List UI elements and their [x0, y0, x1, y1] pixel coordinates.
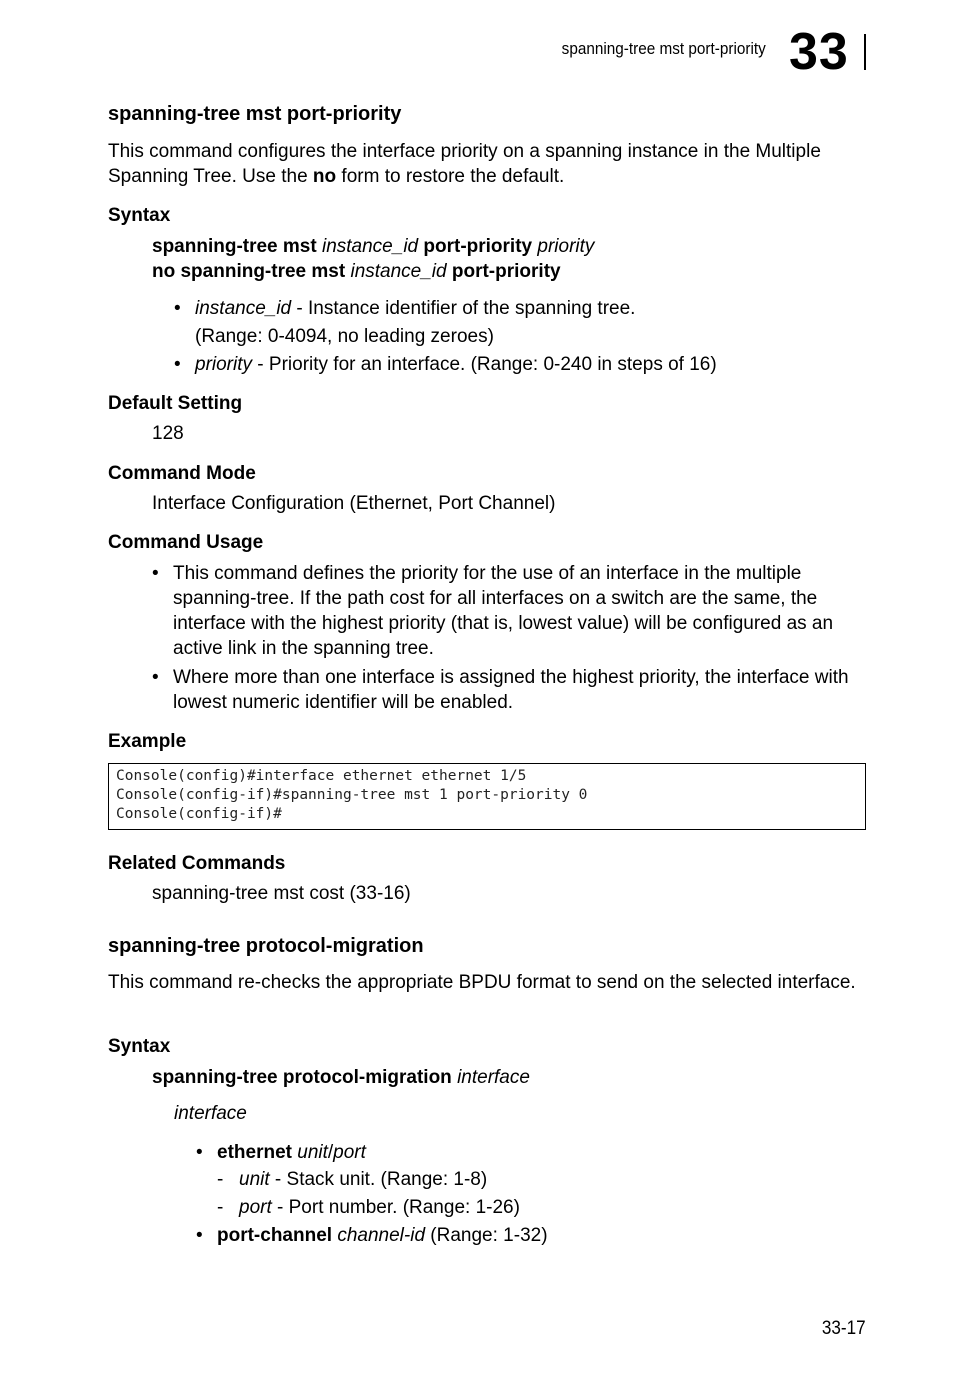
code-example — [108, 763, 866, 830]
sub-parameter-item: - unit - Stack unit. (Range: 1-8) — [217, 1166, 717, 1194]
mode-value: Interface Configuration (Ethernet, Port Channel) — [152, 493, 556, 514]
dash-icon: - — [217, 1197, 224, 1218]
section-title: spanning-tree mst port-priority — [108, 103, 402, 125]
parameter-item: • ethernet unit/port — [196, 1139, 696, 1167]
parameter-item: • instance_id - Instance identifier of the spanning tree. — [174, 295, 874, 323]
usage-heading: Command Usage — [108, 532, 264, 553]
bullet-icon: • — [174, 354, 181, 375]
syntax-heading: Syntax — [108, 1036, 171, 1057]
parameter-item: • port-channel channel-id (Range: 1-32) — [196, 1222, 696, 1250]
syntax-line: no spanning-tree mst instance_id port-priority — [152, 261, 561, 282]
usage-item: • This command defines the priority for the use of an interface in the multiple spanning-tree. If the path cost for all interfaces on a switch are the same, the interface with the highest priority (that is, lowest value) will be configured as an active link in the spanning tree. — [152, 563, 834, 659]
parameter-item: • priority - Priority for an interface. (Range: 0-240 in steps of 16) — [174, 351, 874, 379]
usage-item: • Where more than one interface is assigned the highest priority, the interface with lowest numeric identifier will be enabled. — [152, 667, 849, 713]
section-description: This command re-checks the appropriate BPDU format to send on the selected interface. — [108, 972, 856, 993]
example-heading: Example — [108, 731, 187, 752]
section-title: spanning-tree protocol-migration — [108, 935, 424, 957]
dash-icon: - — [217, 1169, 224, 1190]
syntax-line: spanning-tree protocol-migration interface — [152, 1067, 530, 1088]
running-header: spanning-tree mst port-priority — [561, 39, 766, 58]
chapter-divider — [864, 34, 866, 70]
default-heading: Default Setting — [108, 393, 243, 414]
code-line: Console(config-if)# — [116, 806, 282, 822]
bullet-icon: • — [152, 563, 159, 584]
mode-heading: Command Mode — [108, 463, 256, 484]
code-line: Console(config)#interface ethernet ethernet 1/5 — [116, 768, 527, 784]
code-line: Console(config-if)#spanning-tree mst 1 port-priority 0 — [116, 787, 588, 803]
page-number: 33-17 — [822, 1318, 866, 1339]
bullet-icon: • — [196, 1142, 203, 1163]
sub-parameter-item: - port - Port number. (Range: 1-26) — [217, 1194, 717, 1222]
default-value: 128 — [152, 423, 184, 444]
chapter-number: 33 — [789, 23, 849, 81]
bullet-icon: • — [152, 667, 159, 688]
parameter-range: (Range: 0-4094, no leading zeroes) — [195, 326, 494, 347]
syntax-heading: Syntax — [108, 205, 171, 226]
bullet-icon: • — [196, 1225, 203, 1246]
parameter-label: interface — [174, 1103, 247, 1124]
section-description: This command configures the interface priority on a spanning instance in the Multiple Spanning Tree. Use the no form to restore the default. — [108, 141, 821, 187]
syntax-line: spanning-tree mst instance_id port-priority priority — [152, 236, 595, 257]
related-heading: Related Commands — [108, 853, 286, 874]
related-command: spanning-tree mst cost (33-16) — [152, 883, 411, 904]
bullet-icon: • — [174, 298, 181, 319]
